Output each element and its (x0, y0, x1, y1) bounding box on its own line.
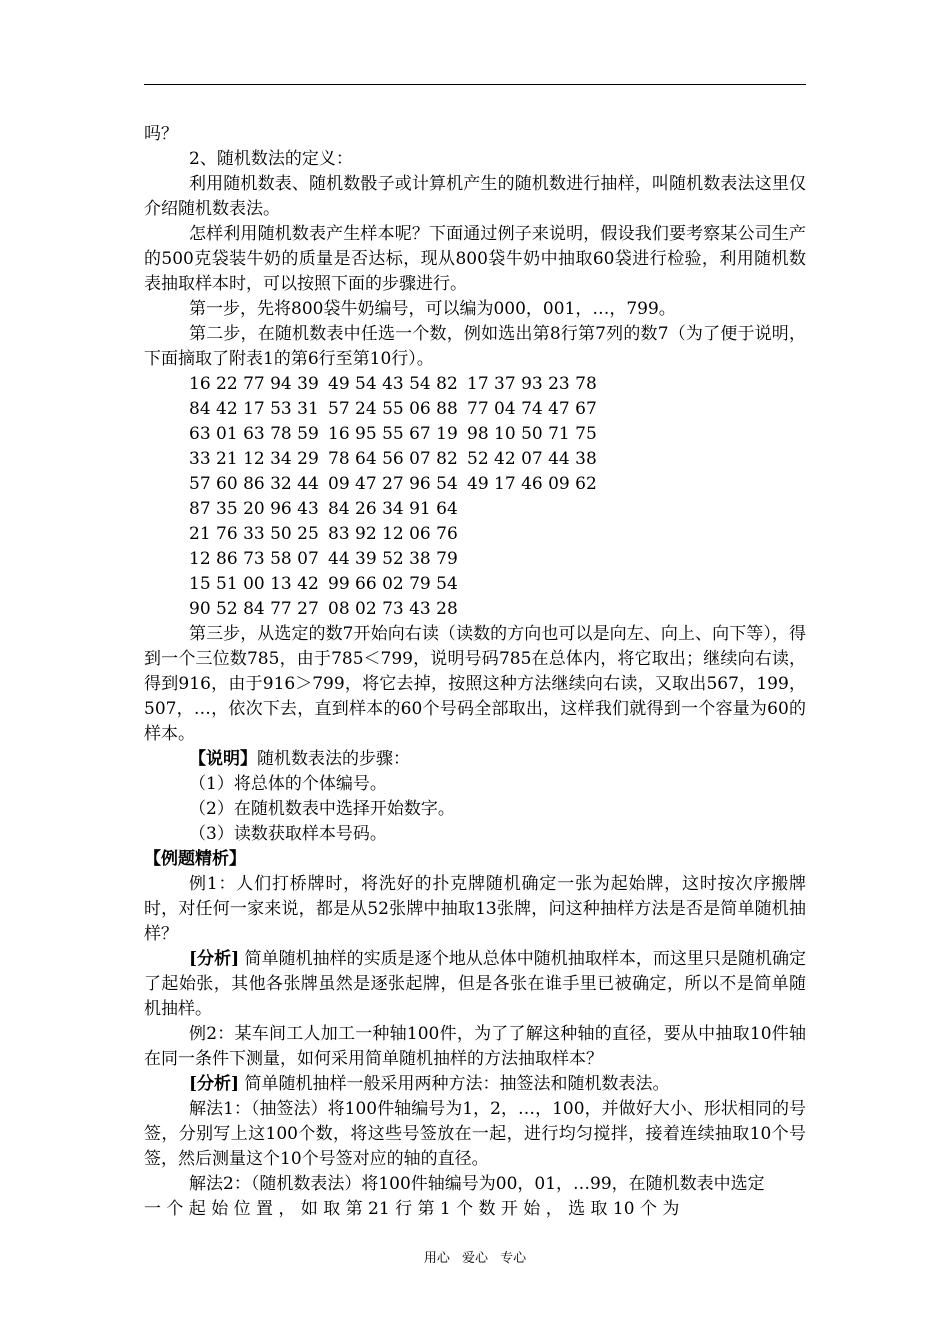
table-cell: 17 37 93 23 78 (467, 374, 597, 394)
table-cell: 16 95 55 67 19 (328, 424, 458, 444)
note-text: 随机数表法的步骤： (257, 749, 410, 769)
definition-heading: 2、随机数法的定义： (189, 149, 353, 169)
table-cell: 21 76 33 50 25 (189, 524, 319, 544)
document-body (144, 122, 806, 1222)
note-paragraph (144, 747, 806, 772)
table-row (189, 397, 806, 422)
step-one: 第一步，先将800袋牛奶编号，可以编为000，001，…，799。 (189, 299, 676, 319)
table-cell: 09 47 27 96 54 (328, 474, 458, 494)
table-cell: 49 54 43 54 82 (328, 374, 458, 394)
table-row (189, 522, 806, 547)
table-cell: 44 39 52 38 79 (328, 549, 458, 569)
paragraph: 利用随机数表、随机数骰子或计算机产生的随机数进行抽样，叫随机数表法这里仅介绍随机数表法。 (144, 174, 806, 219)
analysis-2 (144, 1072, 806, 1097)
table-cell: 84 26 34 91 64 (328, 499, 458, 519)
table-cell: 57 60 86 32 44 (189, 474, 319, 494)
note-label: 【说明】 (189, 749, 257, 769)
section-title: 【例题精析】 (144, 849, 246, 869)
table-cell: 87 35 20 96 43 (189, 499, 319, 519)
header-rule (144, 84, 806, 85)
example-1: 例1：人们打桥牌时，将洗好的扑克牌随机确定一张为起始牌，这时按次序搬牌时，对任何一家来说，都是从52张牌中抽取13张牌，问这种抽样方法是否是简单随机抽样？ (144, 874, 806, 944)
table-row (189, 597, 806, 622)
table-row (189, 497, 806, 522)
analysis-1 (144, 947, 806, 1022)
analysis-text: 简单随机抽样的实质是逐个地从总体中随机抽取样本，而这里只是随机确定了起始张，其他各张牌虽然是逐张起牌，但是各张在谁手里已被确定，所以不是简单随机抽样。 (144, 949, 807, 1019)
solution-2-continued: 一 个 起 始 位 置 ， 如 取 第 21 行 第 1 个 数 开 始 ， 选 取 10 个 为 (144, 1199, 680, 1219)
table-cell: 12 86 73 58 07 (189, 549, 319, 569)
table-cell: 52 42 07 44 38 (467, 449, 597, 469)
table-row (189, 372, 806, 397)
analysis-label: [分析] (189, 1074, 240, 1094)
note-step: （2）在随机数表中选择开始数字。 (189, 799, 455, 819)
analysis-label: [分析] (189, 949, 240, 969)
table-row (189, 547, 806, 572)
table-cell: 16 22 77 94 39 (189, 374, 319, 394)
table-cell: 84 42 17 53 31 (189, 399, 319, 419)
table-cell: 57 24 55 06 88 (328, 399, 458, 419)
table-cell: 15 51 00 13 42 (189, 574, 319, 594)
table-cell: 78 64 56 07 82 (328, 449, 458, 469)
table-cell: 08 02 73 43 28 (328, 599, 458, 619)
table-cell: 49 17 46 09 62 (467, 474, 597, 494)
table-cell: 77 04 74 47 67 (467, 399, 597, 419)
page-footer: 用心 爱心 专心 (423, 1251, 527, 1266)
table-cell: 98 10 50 71 75 (467, 424, 597, 444)
table-row (189, 447, 806, 472)
table-cell: 63 01 63 78 59 (189, 424, 319, 444)
solution-2: 解法2：（随机数表法）将100件轴编号为00，01，…99，在随机数表中选定 (189, 1174, 765, 1194)
step-two: 第二步，在随机数表中任选一个数，例如选出第8行第7列的数7（为了便于说明，下面摘取了附表1的第6行至第10行）。 (144, 324, 806, 369)
table-cell: 90 52 84 77 27 (189, 599, 319, 619)
table-row (189, 472, 806, 497)
analysis-text: 简单随机抽样一般采用两种方法：抽签法和随机数表法。 (239, 1074, 670, 1094)
random-number-table (144, 372, 806, 622)
table-cell: 33 21 12 34 29 (189, 449, 319, 469)
note-step: （1）将总体的个体编号。 (189, 774, 387, 794)
table-cell: 83 92 12 06 76 (328, 524, 458, 544)
table-row (189, 572, 806, 597)
table-cell: 99 66 02 79 54 (328, 574, 458, 594)
paragraph: 怎样利用随机数表产生样本呢？下面通过例子来说明，假设我们要考察某公司生产的500克袋装牛奶的质量是否达标，现从800袋牛奶中抽取60袋进行检验，利用随机数表抽取样本时，可以按照下面的步骤进行。 (144, 224, 806, 294)
step-three: 第三步，从选定的数7开始向右读（读数的方向也可以是向左、向上、向下等），得到一个三位数785，由于785＜799，说明号码785在总体内，将它取出；继续向右读，得到916，由于916＞799，将它去掉，按照这种方法继续向右读，又取出567，199，507，…，依次下去，直到样本的60个号码全部取出，这样我们就得到一个容量为60的样本。 (144, 624, 806, 744)
paragraph: 吗？ (144, 124, 178, 144)
example-2: 例2：某车间工人加工一种轴100件，为了了解这种轴的直径，要从中抽取10件轴在同一条件下测量，如何采用简单随机抽样的方法抽取样本？ (144, 1024, 806, 1069)
table-row (189, 422, 806, 447)
note-step: （3）读数获取样本号码。 (189, 824, 387, 844)
solution-1: 解法1：（抽签法）将100件轴编号为1，2，…，100，并做好大小、形状相同的号签，分别写上这100个数，将这些号签放在一起，进行均匀搅拌，接着连续抽取10个号签，然后测量这个10个号签对应的轴的直径。 (144, 1099, 806, 1169)
